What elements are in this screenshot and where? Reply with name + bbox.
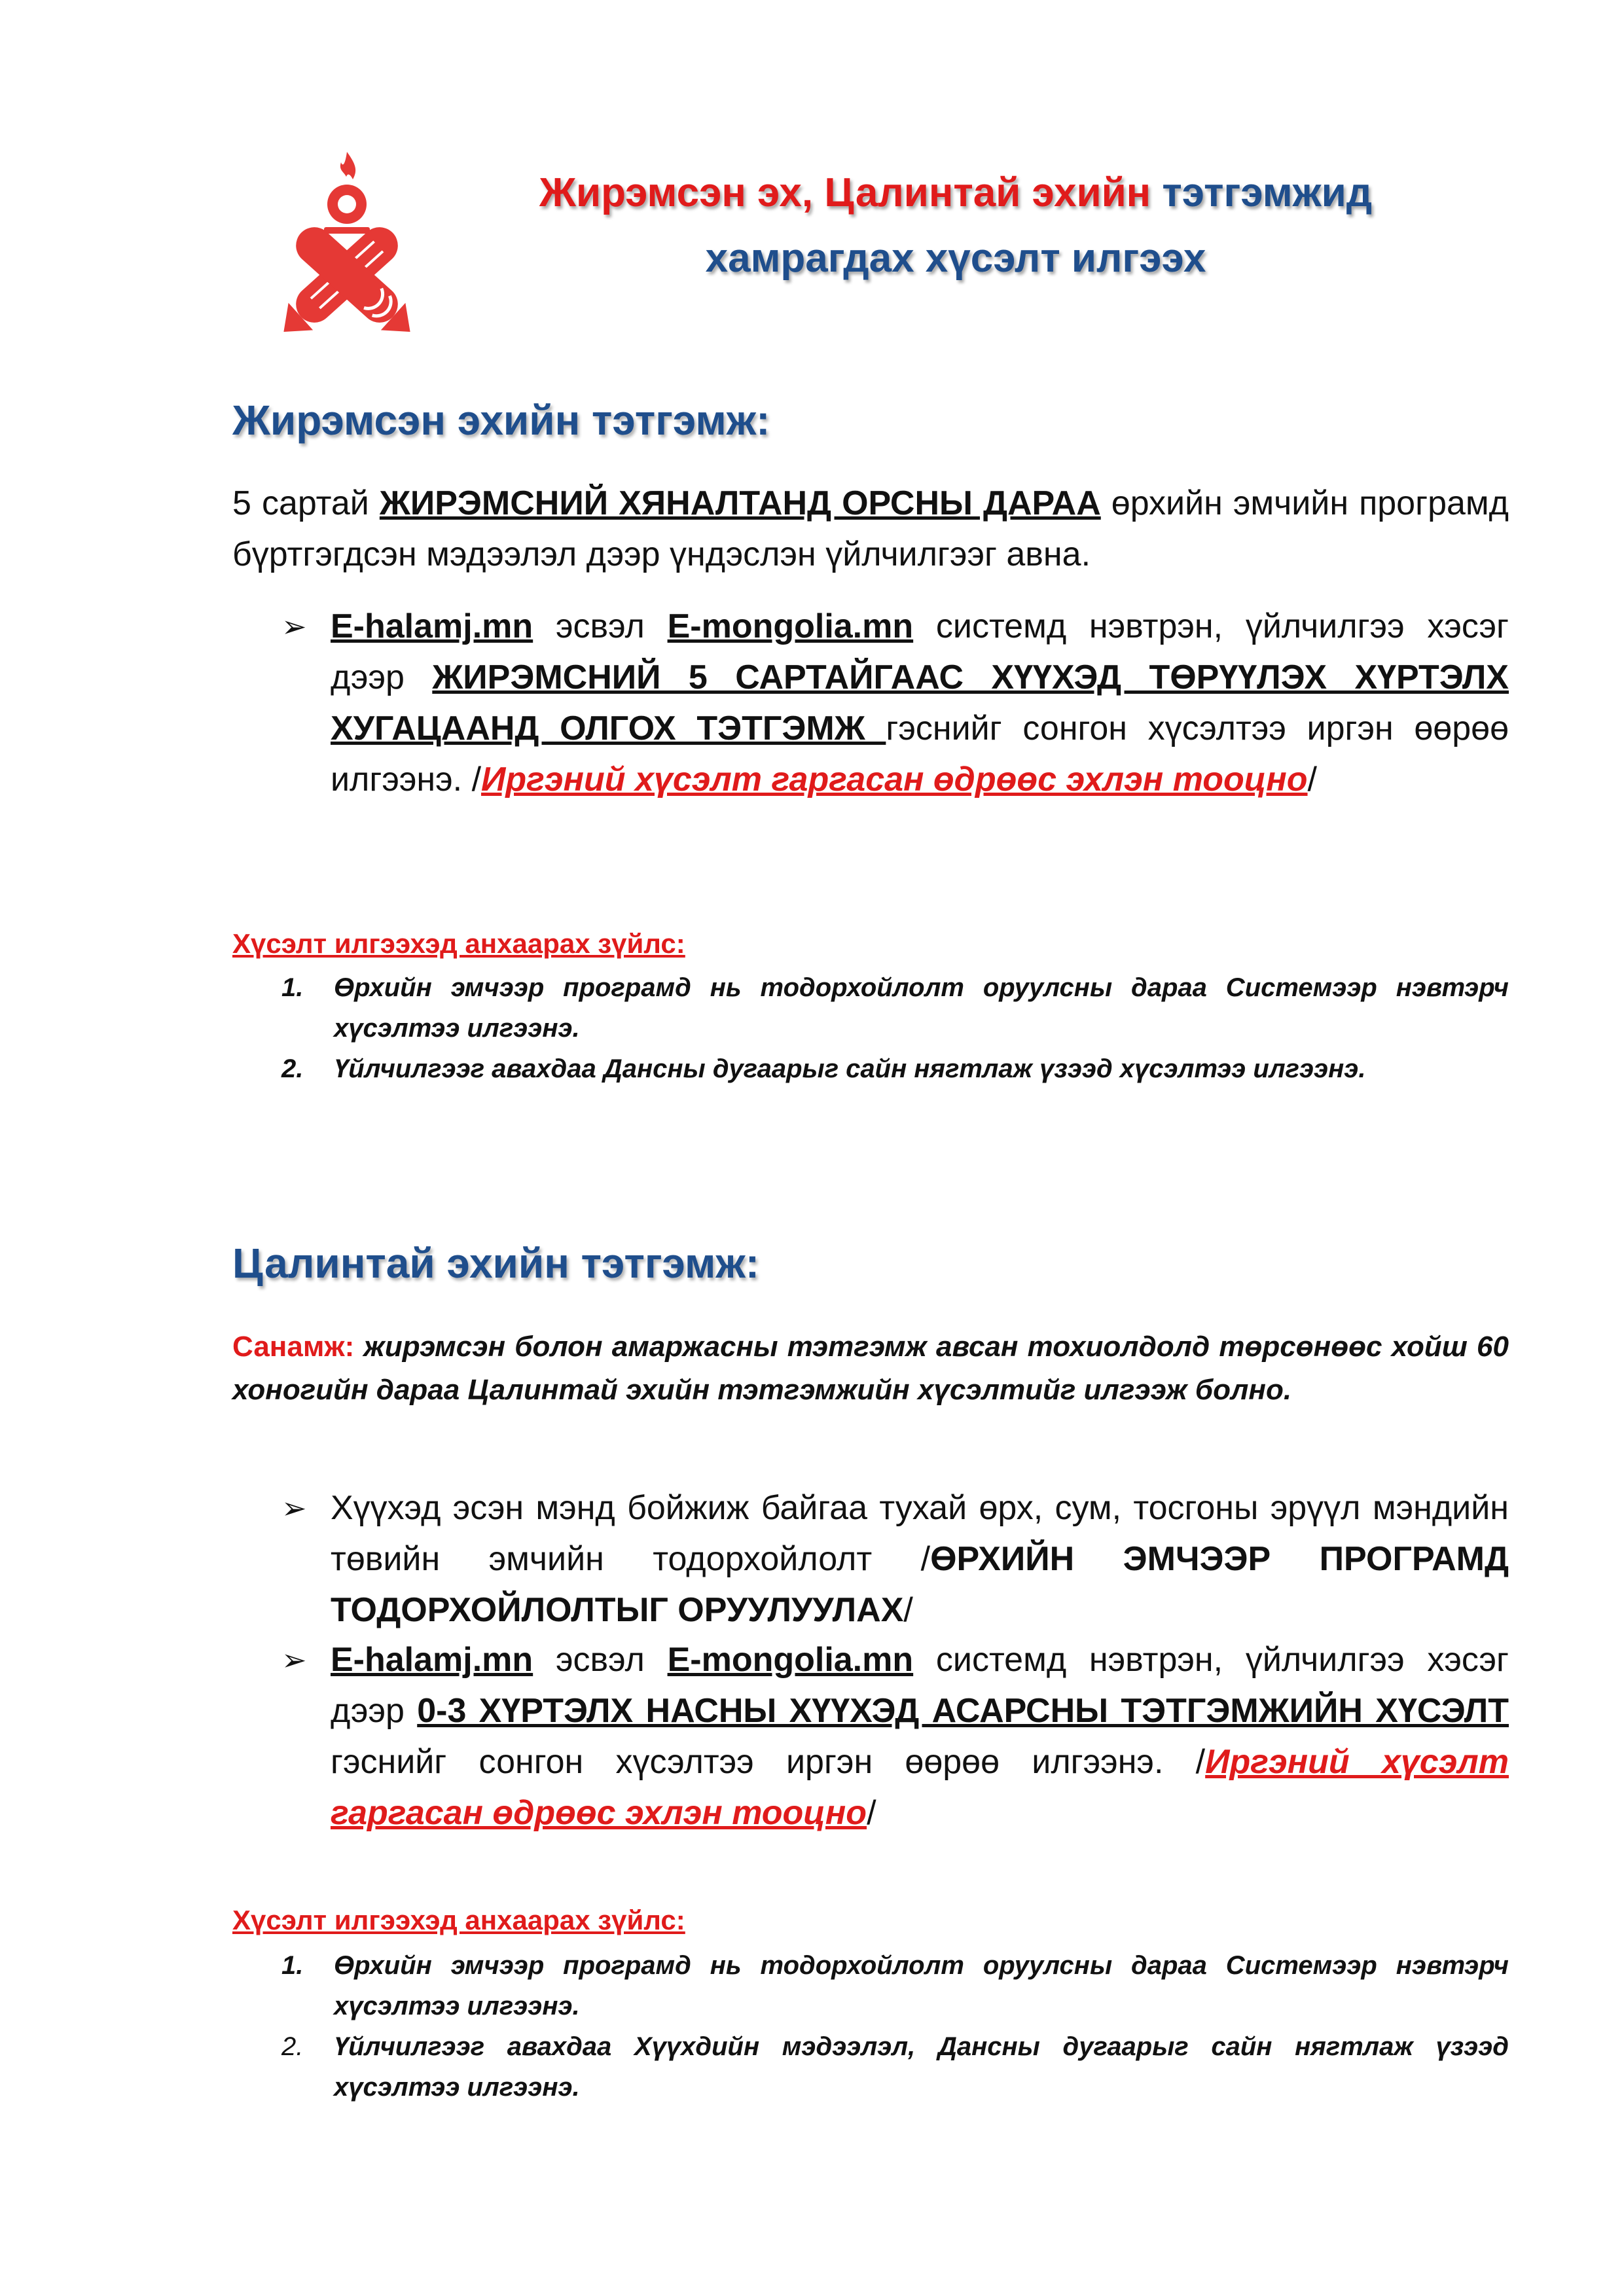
notes-heading-1: Хүсэлт илгээхэд анхаарах зүйлс: <box>232 928 685 959</box>
reminder-label: Санамж: <box>232 1331 355 1363</box>
service-name: 0-3 ХҮРТЭЛХ НАСНЫ ХҮҮХЭД АСАРСНЫ ТЭТГЭМЖИЙН ХҮСЭЛТ <box>417 1692 1509 1730</box>
arrow-bullet-icon: ➢ <box>281 1491 307 1525</box>
title-red-part: Жирэмсэн эх, Цалинтай эхийн <box>539 170 1151 215</box>
e-halamj-link[interactable]: E-halamj.mn <box>331 1641 533 1679</box>
section1-bullet: ➢ E-halamj.mn эсвэл E-mongolia.mn системд нэвтрэн, үйлчилгээ хэсэг дээр ЖИРЭМСНИЙ 5 САРТАЙГААС ХҮҮХЭД ТӨРҮҮЛЭХ ХҮРТЭЛХ ХУГАЦААНД ОЛГОХ ТЭТГЭМЖ гэснийг сонгон хүсэлтээ иргэн өөрөө илгээнэ. /Иргэний хүсэлт гаргасан өдрөөс эхлэн тооцно/ <box>281 601 1509 805</box>
section-heading-salaried: Цалинтай эхийн тэтгэмж: <box>232 1240 760 1287</box>
notes-heading-2: Хүсэлт илгээхэд анхаарах зүйлс: <box>232 1905 685 1935</box>
service-name: ЖИРЭМСНИЙ 5 САРТАЙГААС ХҮҮХЭД ТӨРҮҮЛЭХ ХҮРТЭЛХ ХУГАЦААНД ОЛГОХ ТЭТГЭМЖ <box>331 658 1509 747</box>
page-subtitle: хамрагдах хүсэлт илгээх <box>705 236 1206 281</box>
reminder-note: Санамж: жирэмсэн болон амаржасны тэтгэмж авсан тохиолдолд төрсөнөөс хойш 60 хоногийн дараа Цалинтай эхийн тэтгэмжийн хүсэлтийг илгээж болно. <box>232 1331 1509 1406</box>
e-mongolia-link[interactable]: E-mongolia.mn <box>667 1641 914 1679</box>
section2-bullet-1: ➢ Хүүхэд эсэн мэнд бойжиж байгаа тухай өрх, сум, тосгоны эрүүл мэндийн төвийн эмчийн тодорхойлолт /ӨРХИЙН ЭМЧЭЭР ПРОГРАМД ТОДОРХОЙЛОЛТЫГ ОРУУЛУУЛАХ/ <box>281 1482 1509 1636</box>
note-red: Иргэний хүсэлт гаргасан өдрөөс эхлэн тооцно <box>331 1743 1509 1832</box>
note-red: Иргэний хүсэлт гаргасан өдрөөс эхлэн тооцно <box>481 761 1308 798</box>
notes-list-2 <box>281 1945 1509 2108</box>
page-title <box>458 160 1453 226</box>
section-heading-pregnant: Жирэмсэн эхийн тэтгэмж: <box>232 397 770 444</box>
e-halamj-link[interactable]: E-halamj.mn <box>331 607 533 645</box>
title-blue-part: тэтгэмжид <box>1162 170 1373 215</box>
list-item: 2. Үйлчилгээг авахдаа Дансны дугаарыг сайн нягтлаж үзээд хүсэлтээ илгээнэ. <box>281 1054 1366 1083</box>
list-item: 1. Өрхийн эмчээр програмд нь тодорхойлолт оруулсны дараа Системээр нэвтэрч хүсэлтээ илгээнэ. <box>281 973 1509 1043</box>
arrow-bullet-icon: ➢ <box>281 1643 307 1677</box>
section2-bullet-2: ➢ E-halamj.mn эсвэл E-mongolia.mn системд нэвтрэн, үйлчилгээ хэсэг дээр 0-3 ХҮРТЭЛХ НАСНЫ ХҮҮХЭД АСАРСНЫ ТЭТГЭМЖИЙН ХҮСЭЛТ гэснийг сонгон хүсэлтээ иргэн өөрөө илгээнэ. /Иргэний хүсэлт гаргасан өдрөөс эхлэн тооцно/ <box>281 1634 1509 1839</box>
ministry-logo <box>259 144 435 340</box>
list-item: 2. Үйлчилгээг авахдаа Хүүхдийн мэдээлэл, Дансны дугаарыг сайн нягтлаж үзээд хүсэлтээ илгээнэ. <box>281 2032 1509 2102</box>
list-item: 1. Өрхийн эмчээр програмд нь тодорхойлолт оруулсны дараа Системээр нэвтэрч хүсэлтээ илгээнэ. <box>281 1951 1509 2020</box>
section1-paragraph: 5 сартай ЖИРЭМСНИЙ ХЯНАЛТАНД ОРСНЫ ДАРАА өрхийн эмчийн програмд бүртгэгдсэн мэдээлэл дээр үндэслэн үйлчилгээг авна. <box>232 484 1509 573</box>
e-mongolia-link[interactable]: E-mongolia.mn <box>667 607 914 645</box>
arrow-bullet-icon: ➢ <box>281 609 307 643</box>
notes-list-1 <box>281 967 1509 1089</box>
